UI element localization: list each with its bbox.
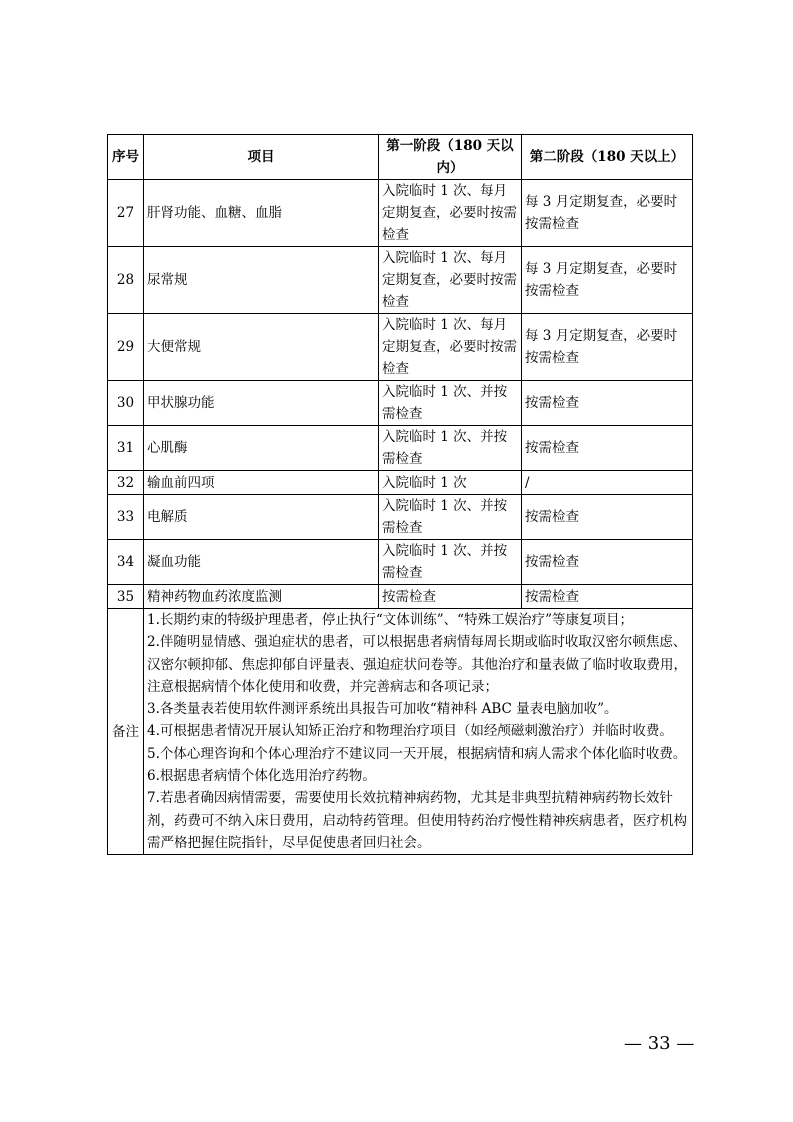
row-stage-2: 按需检查	[522, 540, 693, 585]
row-stage-1: 入院临时 1 次、并按需检查	[379, 540, 522, 585]
row-stage-2: 每 3 月定期复查，必要时按需检查	[522, 314, 693, 381]
row-number: 30	[108, 381, 144, 426]
table-row	[108, 540, 693, 585]
note-item: 2.伴随明显情感、强迫症状的患者，可以根据患者病情每周长期或临时收取汉密尔顿焦虑、汉密尔顿抑郁、焦虑抑郁自评量表、强迫症状问卷等。其他治疗和量表做了临时收取费用，注意根据病情个体化使用和收费，并完善病志和各项记录；	[147, 634, 687, 695]
header-item: 项目	[144, 135, 379, 180]
row-stage-2: 按需检查	[522, 495, 693, 540]
table-row	[108, 247, 693, 314]
row-stage-2: 每 3 月定期复查，必要时按需检查	[522, 247, 693, 314]
row-item: 电解质	[144, 495, 379, 540]
row-stage-1: 入院临时 1 次、每月定期复查，必要时按需检查	[379, 314, 522, 381]
row-stage-1: 入院临时 1 次、并按需检查	[379, 426, 522, 471]
table-header-row	[108, 135, 693, 180]
row-number: 35	[108, 585, 144, 609]
row-stage-2: 按需检查	[522, 381, 693, 426]
row-stage-2: 按需检查	[522, 585, 693, 609]
row-item: 甲状腺功能	[144, 381, 379, 426]
header-stage-2: 第二阶段（180 天以上）	[522, 135, 693, 180]
row-item: 尿常规	[144, 247, 379, 314]
row-item: 凝血功能	[144, 540, 379, 585]
note-item: 6.根据患者病情个体化选用治疗药物。	[147, 768, 376, 785]
notes-content	[144, 609, 693, 855]
row-item: 精神药物血药浓度监测	[144, 585, 379, 609]
row-number: 27	[108, 180, 144, 247]
row-stage-1: 入院临时 1 次、每月定期复查，必要时按需检查	[379, 180, 522, 247]
note-item: 5.个体心理咨询和个体心理治疗不建议同一天开展，根据病情和病人需求个体化临时收费。	[147, 745, 687, 762]
table-row	[108, 585, 693, 609]
row-stage-2: /	[522, 471, 693, 495]
table-row	[108, 314, 693, 381]
row-number: 34	[108, 540, 144, 585]
table-row	[108, 471, 693, 495]
table-row	[108, 495, 693, 540]
notes-label: 备注	[108, 609, 144, 855]
row-number: 33	[108, 495, 144, 540]
row-number: 29	[108, 314, 144, 381]
row-stage-2: 按需检查	[522, 426, 693, 471]
note-item: 3.各类量表若使用软件测评系统出具报告可加收“精神科 ABC 量表电脑加收”。	[147, 701, 618, 718]
header-stage-1: 第一阶段（180 天以内）	[379, 135, 522, 180]
row-stage-1: 入院临时 1 次、并按需检查	[379, 381, 522, 426]
row-number: 31	[108, 426, 144, 471]
row-number: 32	[108, 471, 144, 495]
table-row	[108, 381, 693, 426]
row-stage-1: 入院临时 1 次、每月定期复查，必要时按需检查	[379, 247, 522, 314]
row-item: 心肌酶	[144, 426, 379, 471]
row-stage-1: 入院临时 1 次	[379, 471, 522, 495]
fee-table	[107, 134, 693, 855]
row-item: 肝肾功能、血糖、血脂	[144, 180, 379, 247]
row-stage-2: 每 3 月定期复查，必要时按需检查	[522, 180, 693, 247]
note-item: 1.长期约束的特级护理患者，停止执行“文体训练”、“特殊工娱治疗”等康复项目；	[147, 612, 633, 628]
note-item: 4.可根据患者情况开展认知矫正治疗和物理治疗项目（如经颅磁刺激治疗）并临时收费。	[147, 723, 673, 740]
row-stage-1: 入院临时 1 次、并按需检查	[379, 495, 522, 540]
header-number: 序号	[108, 135, 144, 180]
row-number: 28	[108, 247, 144, 314]
notes-row	[108, 609, 693, 855]
note-item: 7.若患者确因病情需要，需要使用长效抗精神病药物，尤其是非典型抗精神病药物长效针剂，药费可不纳入床日费用，启动特药管理。但使用特药治疗慢性精神疾病患者，医疗机构需严格把握住院指针，尽早促使患者回归社会。	[147, 790, 687, 851]
page-number: — 33 —	[624, 1033, 695, 1054]
row-stage-1: 按需检查	[379, 585, 522, 609]
table-row	[108, 180, 693, 247]
row-item: 输血前四项	[144, 471, 379, 495]
row-item: 大便常规	[144, 314, 379, 381]
table-row	[108, 426, 693, 471]
